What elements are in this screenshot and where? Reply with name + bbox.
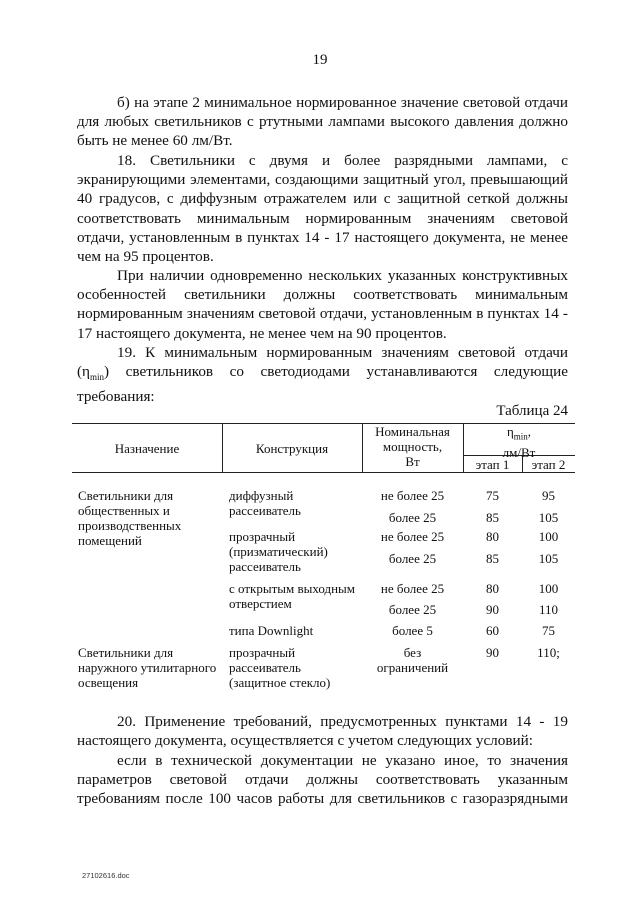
- eta-subscript: min: [513, 431, 528, 442]
- power-cell: не более 25: [380, 529, 445, 544]
- paragraph-19: [77, 343, 568, 407]
- footer-filename: 27102616.doc: [82, 871, 130, 880]
- text-line: отдачи, установленным в пунктах 14 - 17 настоящего документа, не менее: [77, 228, 568, 246]
- text-line: нормированным значениям световой отдачи, установленным в пунктах 14 -: [77, 305, 568, 323]
- cell-line: помещений: [78, 533, 142, 548]
- cell-line: освещения: [78, 675, 139, 690]
- eta-symbol: (η: [77, 363, 90, 381]
- page-number: 19: [312, 52, 328, 68]
- stage1-cell: 85: [486, 551, 499, 566]
- header-line: мощность,: [382, 439, 443, 454]
- cell-line: (защитное стекло): [229, 675, 331, 690]
- stage1-cell: 90: [486, 645, 499, 660]
- text-line: [77, 362, 568, 387]
- cell-line: Светильники для: [78, 645, 174, 660]
- cell-line: производственных: [78, 518, 182, 533]
- stage1-cell: 75: [486, 488, 499, 503]
- text-line: При наличии одновременно нескольких указанных конструктивных: [117, 267, 568, 284]
- construction-open: [229, 581, 364, 611]
- cell-line: типа Downlight: [229, 623, 314, 638]
- text-line: экранирующими элементами, создающими защитный угол, превышающий: [77, 171, 568, 189]
- text-line: 17 настоящего документа, не менее чем на 90 процентов.: [77, 324, 447, 342]
- stage2-cell: 95: [542, 488, 555, 503]
- stage1-cell: 85: [486, 510, 499, 525]
- header-construction: Конструкция: [255, 441, 329, 456]
- text-line: чем на 95 процентов.: [77, 248, 214, 266]
- construction-diffuse: [229, 488, 364, 518]
- comma: ,: [527, 424, 532, 439]
- power-cell: [362, 645, 463, 675]
- purpose-outdoor: [78, 645, 228, 690]
- cell-line: диффузный: [229, 488, 294, 503]
- text-line: требованиям после 100 часов работы для светильников с газоразрядными: [77, 790, 568, 808]
- header-line: Номинальная: [375, 424, 450, 439]
- text-line: для любых светильников с ртутными лампами высокого давления должно: [77, 113, 568, 131]
- cell-line: наружного утилитарного: [78, 660, 217, 675]
- paragraph-b: [77, 93, 568, 151]
- text-line: 40 градусов, с диффузным отражателем или с защитной сеткой должны: [77, 190, 568, 208]
- eta-subscript: min: [90, 372, 105, 383]
- construction-downlight: [229, 623, 364, 638]
- table-caption: Таблица 24: [496, 403, 568, 419]
- header-purpose: Назначение: [114, 441, 180, 456]
- power-cell: не более 25: [380, 488, 445, 503]
- text-line: быть не менее 60 лм/Вт.: [77, 132, 233, 150]
- power-cell: более 25: [388, 602, 437, 617]
- cell-line: (призматический): [229, 544, 328, 559]
- stage2-cell: 105: [538, 510, 559, 525]
- text-fragment: ) светильников со светодиодами устанавливаются следующие: [104, 363, 568, 381]
- paragraph-18: [77, 151, 568, 266]
- text-line: настоящего документа, осуществляется с учетом следующих условий:: [77, 732, 534, 750]
- cell-line: Светильники для: [78, 488, 174, 503]
- stage1-cell: 80: [486, 529, 499, 544]
- purpose-indoor: [78, 488, 223, 548]
- header-line: Вт: [405, 454, 420, 469]
- cell-line: прозрачный: [229, 645, 296, 660]
- text-line: требования:: [77, 388, 155, 406]
- stage1-cell: 60: [486, 623, 499, 638]
- cell-line: отверстием: [229, 596, 292, 611]
- cell-line: ограничений: [376, 660, 449, 675]
- text-line: параметров световой отдачи должны соответствовать указанным: [77, 771, 568, 789]
- cell-line: рассеиватель: [229, 559, 301, 574]
- header-stage2: этап 2: [531, 457, 566, 472]
- header-stage1: этап 1: [475, 457, 510, 472]
- power-cell: не более 25: [380, 581, 445, 596]
- cell-line: рассеиватель: [229, 660, 301, 675]
- header-line: [463, 424, 575, 445]
- cell-line: без: [403, 645, 422, 660]
- text-line: 20. Применение требований, предусмотренных пунктами 14 - 19: [117, 713, 568, 730]
- stage1-cell: 80: [486, 581, 499, 596]
- stage2-cell: 110;: [537, 645, 560, 660]
- cell-line: общественных и: [78, 503, 170, 518]
- text-line: 19. К минимальным нормированным значениям световой отдачи: [117, 344, 568, 361]
- stage2-cell: 75: [542, 623, 555, 638]
- power-cell: более 25: [388, 551, 437, 566]
- text-line: особенностей светильники должны соответствовать минимальным: [77, 286, 568, 304]
- text-line: соответствовать минимальным нормированным значениям световой: [77, 209, 568, 227]
- table-header-border: [72, 472, 575, 473]
- stage2-cell: 105: [538, 551, 559, 566]
- power-cell: более 5: [392, 623, 433, 638]
- header-eta: [463, 424, 575, 460]
- eta-symbol: η: [506, 424, 514, 439]
- power-cell: более 25: [388, 510, 437, 525]
- construction-protective-glass: [229, 645, 364, 690]
- paragraph-tech-documentation: [77, 751, 568, 809]
- stage2-cell: 100: [538, 581, 559, 596]
- stage2-cell: 100: [538, 529, 559, 544]
- cell-line: рассеиватель: [229, 503, 301, 518]
- cell-line: с открытым выходным: [229, 581, 356, 596]
- text-line: 18. Светильники с двумя и более разрядными лампами, с: [117, 152, 568, 169]
- text-line: если в технической документации не указано иное, то значения: [117, 752, 568, 769]
- header-line: лм/Вт: [502, 444, 536, 460]
- paragraph-multiple-features: [77, 266, 568, 343]
- stage1-cell: 90: [486, 602, 499, 617]
- stage2-cell: 110: [538, 602, 559, 617]
- construction-prismatic: [229, 529, 364, 574]
- paragraph-20: [77, 712, 568, 750]
- cell-line: прозрачный: [229, 529, 296, 544]
- header-power: [362, 424, 463, 469]
- text-line: б) на этапе 2 минимальное нормированное значение световой отдачи: [117, 94, 568, 111]
